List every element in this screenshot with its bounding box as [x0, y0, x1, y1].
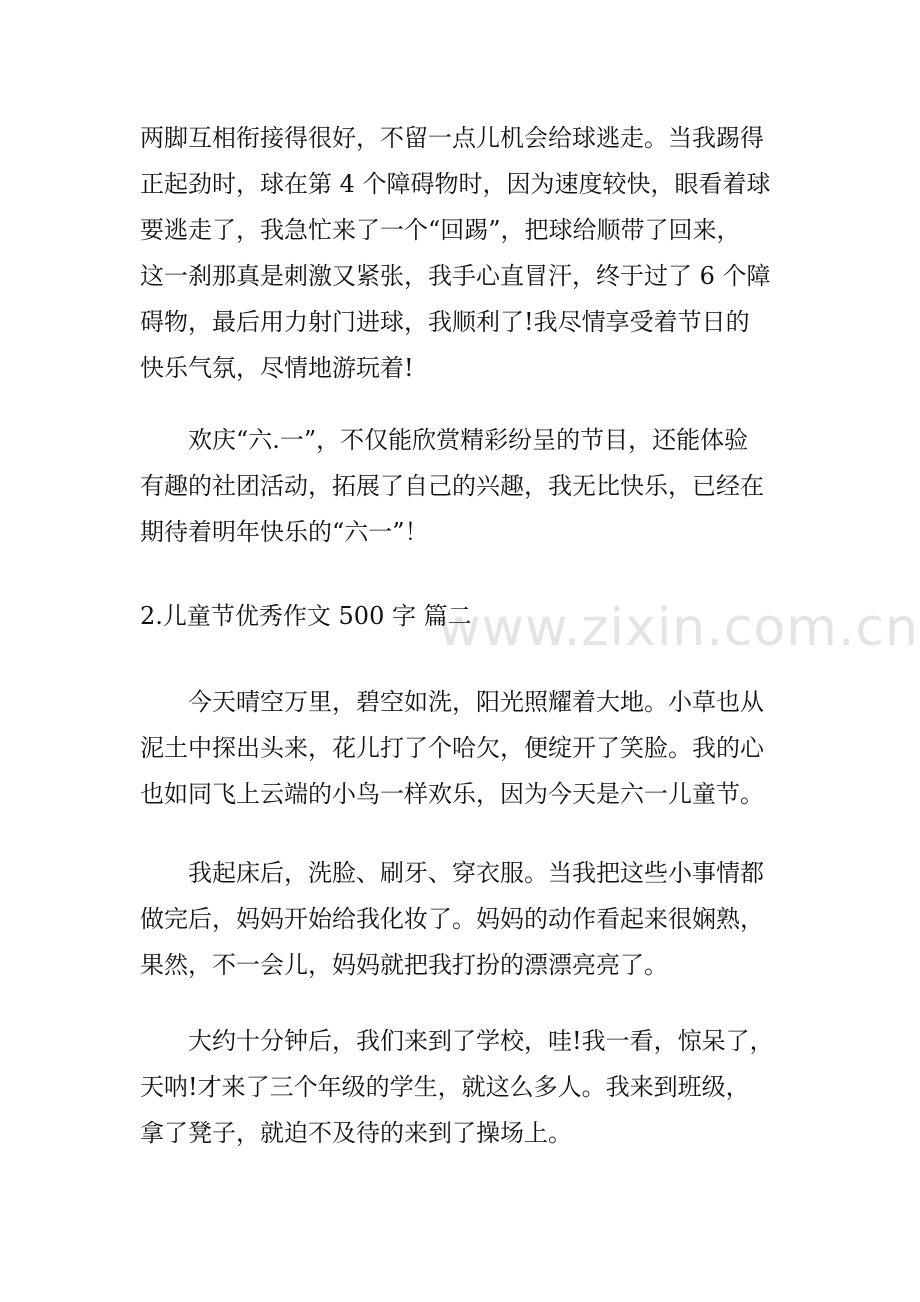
paragraph-line: 这一刹那真是刺激又紧张，我手心直冒汗，终于过了 6 个障 [140, 262, 771, 290]
paragraph-line: 大约十分钟后，我们来到了学校，哇!我一看，惊呆了， [140, 1027, 774, 1055]
paragraph-line: 拿了凳子，就迫不及待的来到了操场上。 [140, 1119, 572, 1147]
paragraph-line: 泥土中探出头来，花儿打了个哈欠，便绽开了笑脸。我的心 [140, 734, 764, 762]
paragraph-line: 我起床后，洗脸、刷牙、穿衣服。当我把这些小事情都 [140, 859, 764, 887]
paragraph-line: 碍物，最后用力射门进球，我顺利了!我尽情享受着节日的 [140, 308, 750, 336]
paragraph-line: 期待着明年快乐的“六一”！ [140, 518, 429, 546]
paragraph-line: 正起劲时，球在第 4 个障碍物时，因为速度较快，眼看着球 [140, 170, 771, 198]
heading-text: 2.儿童节优秀作文 500 字 篇二 [140, 602, 472, 630]
paragraph-line: 也如同飞上云端的小鸟一样欢乐，因为今天是六一儿童节。 [140, 780, 764, 808]
paragraph-line: 天呐!才来了三个年级的学生，就这么多人。我来到班级， [140, 1073, 750, 1101]
paragraph-line: 做完后，妈妈开始给我化妆了。妈妈的动作看起来很娴熟， [140, 905, 764, 933]
watermark: www.zixin.com.cn [438, 598, 919, 658]
paragraph-line: 欢庆“六.一”，不仅能欣赏精彩纷呈的节目，还能体验 [140, 426, 749, 454]
paragraph-line: 快乐气氛，尽情地游玩着! [140, 354, 414, 382]
paragraph-line: 两脚互相衔接得很好，不留一点儿机会给球逃走。当我踢得 [140, 124, 764, 152]
paragraph-line: 有趣的社团活动，拓展了自己的兴趣，我无比快乐，已经在 [140, 472, 764, 500]
paragraph-line: 今天晴空万里，碧空如洗，阳光照耀着大地。小草也从 [140, 688, 764, 716]
paragraph-line: 果然，不一会儿，妈妈就把我打扮的漂漂亮亮了。 [140, 951, 668, 979]
paragraph-line: 要逃走了，我急忙来了一个“回踢”，把球给顺带了回来， [140, 216, 741, 244]
